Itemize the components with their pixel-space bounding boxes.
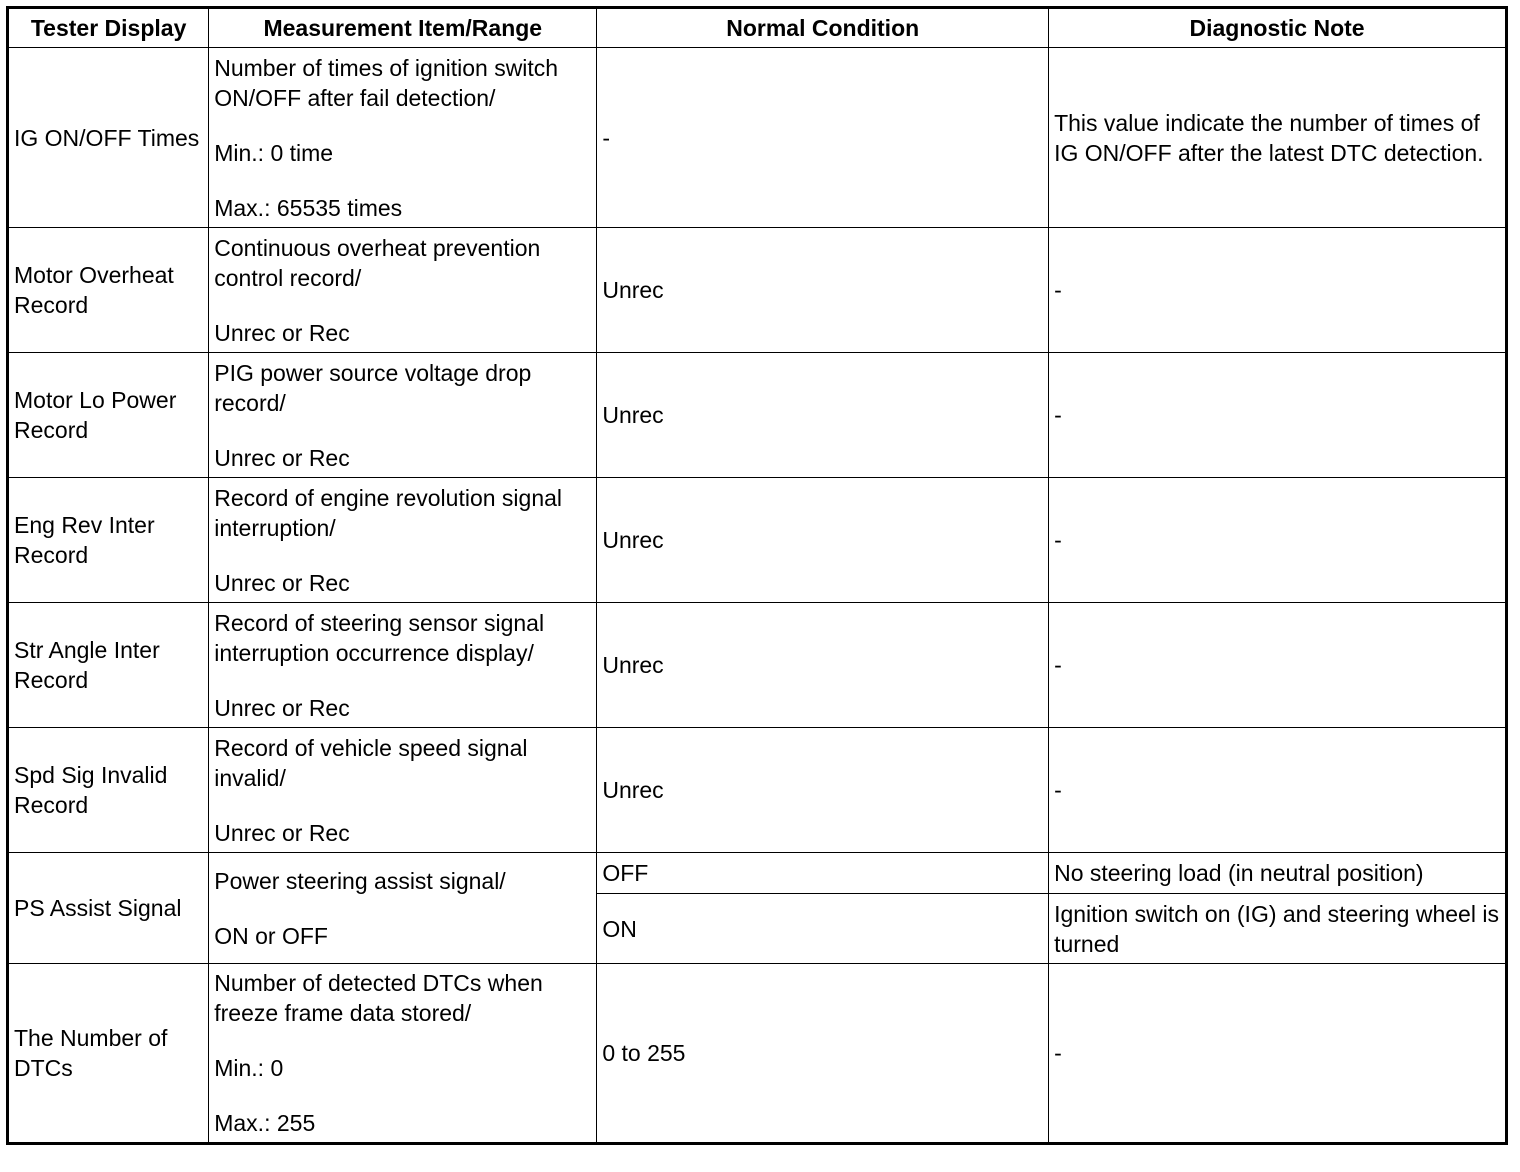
measurement-range: Unrec or Rec (214, 694, 350, 721)
measurement-cell (209, 853, 597, 964)
measurement-cell (209, 353, 597, 478)
diagnostic-note-cell: Ignition switch on (IG) and steering wheel is turned (1049, 894, 1507, 964)
measurement-range: Unrec or Rec (214, 569, 350, 596)
normal-condition-cell: Unrec (597, 353, 1049, 478)
measurement-item: Number of detected DTCs when freeze frame data stored/ (214, 970, 543, 1026)
data-list-table-container (6, 6, 1508, 1145)
table-row (8, 853, 1507, 894)
normal-condition-cell: ON (597, 894, 1049, 964)
measurement-cell (209, 603, 597, 728)
measurement-item: Continuous overheat prevention control record/ (214, 234, 541, 291)
normal-condition-cell: Unrec (597, 728, 1049, 853)
header-row (8, 8, 1507, 48)
measurement-item: PIG power source voltage drop record/ (214, 359, 532, 416)
measurement-range: ON or OFF (214, 922, 328, 949)
table-row (8, 478, 1507, 603)
table-row (8, 228, 1507, 353)
measurement-item: Number of times of ignition switch ON/OFF after fail detection/ (214, 54, 559, 111)
measurement-cell (209, 228, 597, 353)
header-normal-condition: Normal Condition (597, 8, 1049, 48)
tester-display-cell: Motor Overheat Record (8, 228, 209, 353)
measurement-range: Unrec or Rec (214, 444, 350, 471)
diagnostic-note-cell: No steering load (in neutral position) (1049, 853, 1507, 894)
tester-display-cell: PS Assist Signal (8, 853, 209, 964)
measurement-cell (209, 964, 597, 1144)
data-list-table (6, 6, 1508, 1145)
measurement-range-min: Min.: 0 (214, 1055, 284, 1081)
diagnostic-note-cell: - (1049, 728, 1507, 853)
measurement-cell (209, 48, 597, 228)
measurement-range-min: Min.: 0 time (214, 139, 334, 166)
measurement-range: Unrec or Rec (214, 319, 350, 346)
normal-condition-cell: Unrec (597, 228, 1049, 353)
measurement-item: Record of vehicle speed signal invalid/ (214, 734, 528, 791)
measurement-cell (209, 728, 597, 853)
measurement-cell (209, 478, 597, 603)
normal-condition-cell: - (597, 48, 1049, 228)
measurement-range: Unrec or Rec (214, 819, 350, 846)
table-row (8, 728, 1507, 853)
tester-display-cell: IG ON/OFF Times (8, 48, 209, 228)
measurement-range-max: Max.: 65535 times (214, 194, 403, 221)
table-row (8, 964, 1507, 1144)
normal-condition-cell: OFF (597, 853, 1049, 894)
table-row (8, 353, 1507, 478)
table-row (8, 48, 1507, 228)
diagnostic-note-cell: - (1049, 228, 1507, 353)
tester-display-cell: Str Angle Inter Record (8, 603, 209, 728)
normal-condition-cell: Unrec (597, 478, 1049, 603)
normal-condition-cell: 0 to 255 (597, 964, 1049, 1144)
header-tester-display: Tester Display (8, 8, 209, 48)
tester-display-cell: Spd Sig Invalid Record (8, 728, 209, 853)
diagnostic-note-cell: - (1049, 603, 1507, 728)
measurement-item: Record of engine revolution signal interruption/ (214, 484, 563, 541)
diagnostic-note-cell: This value indicate the number of times of IG ON/OFF after the latest DTC detection. (1049, 48, 1507, 228)
measurement-range-max: Max.: 255 (214, 1110, 316, 1136)
diagnostic-note-cell: - (1049, 353, 1507, 478)
measurement-item: Power steering assist signal/ (214, 867, 506, 894)
normal-condition-cell: Unrec (597, 603, 1049, 728)
tester-display-cell: Eng Rev Inter Record (8, 478, 209, 603)
tester-display-cell: Motor Lo Power Record (8, 353, 209, 478)
diagnostic-note-cell: - (1049, 478, 1507, 603)
tester-display-cell: The Number of DTCs (8, 964, 209, 1144)
table-row (8, 603, 1507, 728)
header-measurement-item: Measurement Item/Range (209, 8, 597, 48)
diagnostic-note-cell: - (1049, 964, 1507, 1144)
measurement-item: Record of steering sensor signal interruption occurrence display/ (214, 609, 545, 666)
header-diagnostic-note: Diagnostic Note (1049, 8, 1507, 48)
